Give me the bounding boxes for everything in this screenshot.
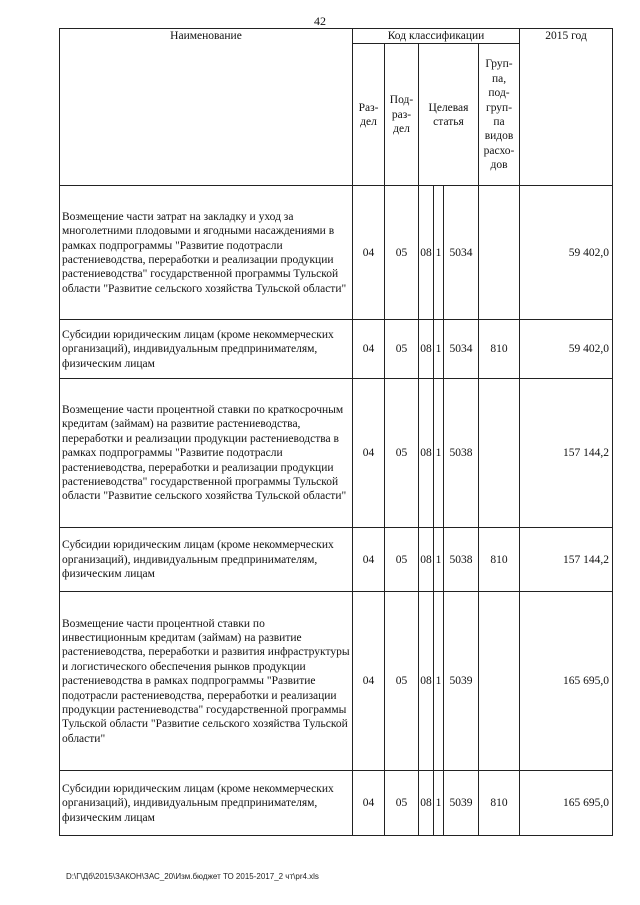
- name-cell: Субсидии юридическим лицам (кроме некоммерческих организаций), индивидуальным предпринимателям, физическим лицам: [60, 320, 353, 379]
- subsection-cell: 05: [385, 320, 419, 379]
- table-row: [60, 592, 613, 771]
- subsection-cell: 05: [385, 592, 419, 771]
- section-cell: 04: [353, 186, 385, 320]
- target-article-part2-cell: 1: [434, 379, 444, 528]
- header-section: Раз- дел: [353, 44, 385, 186]
- target-article-part3-cell: 5034: [444, 186, 479, 320]
- table-row: [60, 771, 613, 836]
- subsection-cell: 05: [385, 379, 419, 528]
- amount-cell: 165 695,0: [520, 592, 613, 771]
- amount-cell: 157 144,2: [520, 379, 613, 528]
- section-cell: 04: [353, 528, 385, 592]
- file-path-footer: D:\Г\Дб\2015\ЗАКОН\ЗАС_20\Изм.бюджет ТО 2015-2017_2 чт\рr4.xls: [66, 872, 319, 881]
- target-article-part2-cell: 1: [434, 771, 444, 836]
- page-number: 42: [314, 14, 326, 28]
- table-row: [60, 320, 613, 379]
- table-row: [60, 379, 613, 528]
- section-cell: 04: [353, 320, 385, 379]
- target-article-part2-cell: 1: [434, 320, 444, 379]
- table-row: [60, 186, 613, 320]
- target-article-part3-cell: 5038: [444, 379, 479, 528]
- target-article-part3-cell: 5039: [444, 592, 479, 771]
- target-article-part1-cell: 08: [419, 771, 434, 836]
- header-classification: Код классификации: [353, 29, 520, 44]
- expense-group-cell: 810: [479, 320, 520, 379]
- section-cell: 04: [353, 379, 385, 528]
- header-subsection: Под- раз- дел: [385, 44, 419, 186]
- target-article-part2-cell: 1: [434, 592, 444, 771]
- name-cell: Возмещение части процентной ставки по инвестиционным кредитам (займам) на развитие растениеводства, переработки и развития инфраструктуры и логистического обеспечения рынков продукции растениеводства в рамках подпрограммы "Развитие подотрасли растениеводства, переработки и реализации продукции растениеводства" государственной программы Тульской области "Развитие сельского хозяйства Тульской области": [60, 592, 353, 771]
- expense-group-cell: 810: [479, 528, 520, 592]
- target-article-part1-cell: 08: [419, 528, 434, 592]
- target-article-part3-cell: 5038: [444, 528, 479, 592]
- subsection-cell: 05: [385, 771, 419, 836]
- budget-table: [59, 28, 613, 836]
- expense-group-cell: [479, 592, 520, 771]
- amount-cell: 59 402,0: [520, 186, 613, 320]
- header-target-article: Целевая статья: [419, 44, 479, 186]
- header-row: [60, 29, 613, 44]
- name-cell: Субсидии юридическим лицам (кроме некоммерческих организаций), индивидуальным предпринимателям, физическим лицам: [60, 771, 353, 836]
- target-article-part1-cell: 08: [419, 379, 434, 528]
- name-cell: Субсидии юридическим лицам (кроме некоммерческих организаций), индивидуальным предпринимателям, физическим лицам: [60, 528, 353, 592]
- target-article-part3-cell: 5039: [444, 771, 479, 836]
- target-article-part1-cell: 08: [419, 592, 434, 771]
- name-cell: Возмещение части затрат на закладку и уход за многолетними плодовыми и ягодными насаждениями в рамках подпрограммы "Развитие подотрасли растениеводства, переработки и реализации продукции растениеводства" государственной программы Тульской области "Развитие сельского хозяйства Тульской области": [60, 186, 353, 320]
- header-expense-group: Груп- па, под- груп- па видов расхо- дов: [479, 44, 520, 186]
- header-name: Наименование: [60, 29, 353, 186]
- expense-group-cell: [479, 379, 520, 528]
- expense-group-cell: [479, 186, 520, 320]
- section-cell: 04: [353, 592, 385, 771]
- section-cell: 04: [353, 771, 385, 836]
- target-article-part2-cell: 1: [434, 186, 444, 320]
- target-article-part3-cell: 5034: [444, 320, 479, 379]
- table-row: [60, 528, 613, 592]
- name-cell: Возмещение части процентной ставки по краткосрочным кредитам (займам) на развитие растениеводства, переработки и реализации продукции растениеводства в рамках подпрограммы "Развитие подотрасли растениеводства, переработки и реализации продукции растениеводства" государственной программы Тульской области "Развитие сельского хозяйства Тульской области": [60, 379, 353, 528]
- subsection-cell: 05: [385, 528, 419, 592]
- amount-cell: 165 695,0: [520, 771, 613, 836]
- amount-cell: 59 402,0: [520, 320, 613, 379]
- target-article-part1-cell: 08: [419, 186, 434, 320]
- subsection-cell: 05: [385, 186, 419, 320]
- expense-group-cell: 810: [479, 771, 520, 836]
- amount-cell: 157 144,2: [520, 528, 613, 592]
- header-year: 2015 год: [520, 29, 613, 186]
- target-article-part2-cell: 1: [434, 528, 444, 592]
- target-article-part1-cell: 08: [419, 320, 434, 379]
